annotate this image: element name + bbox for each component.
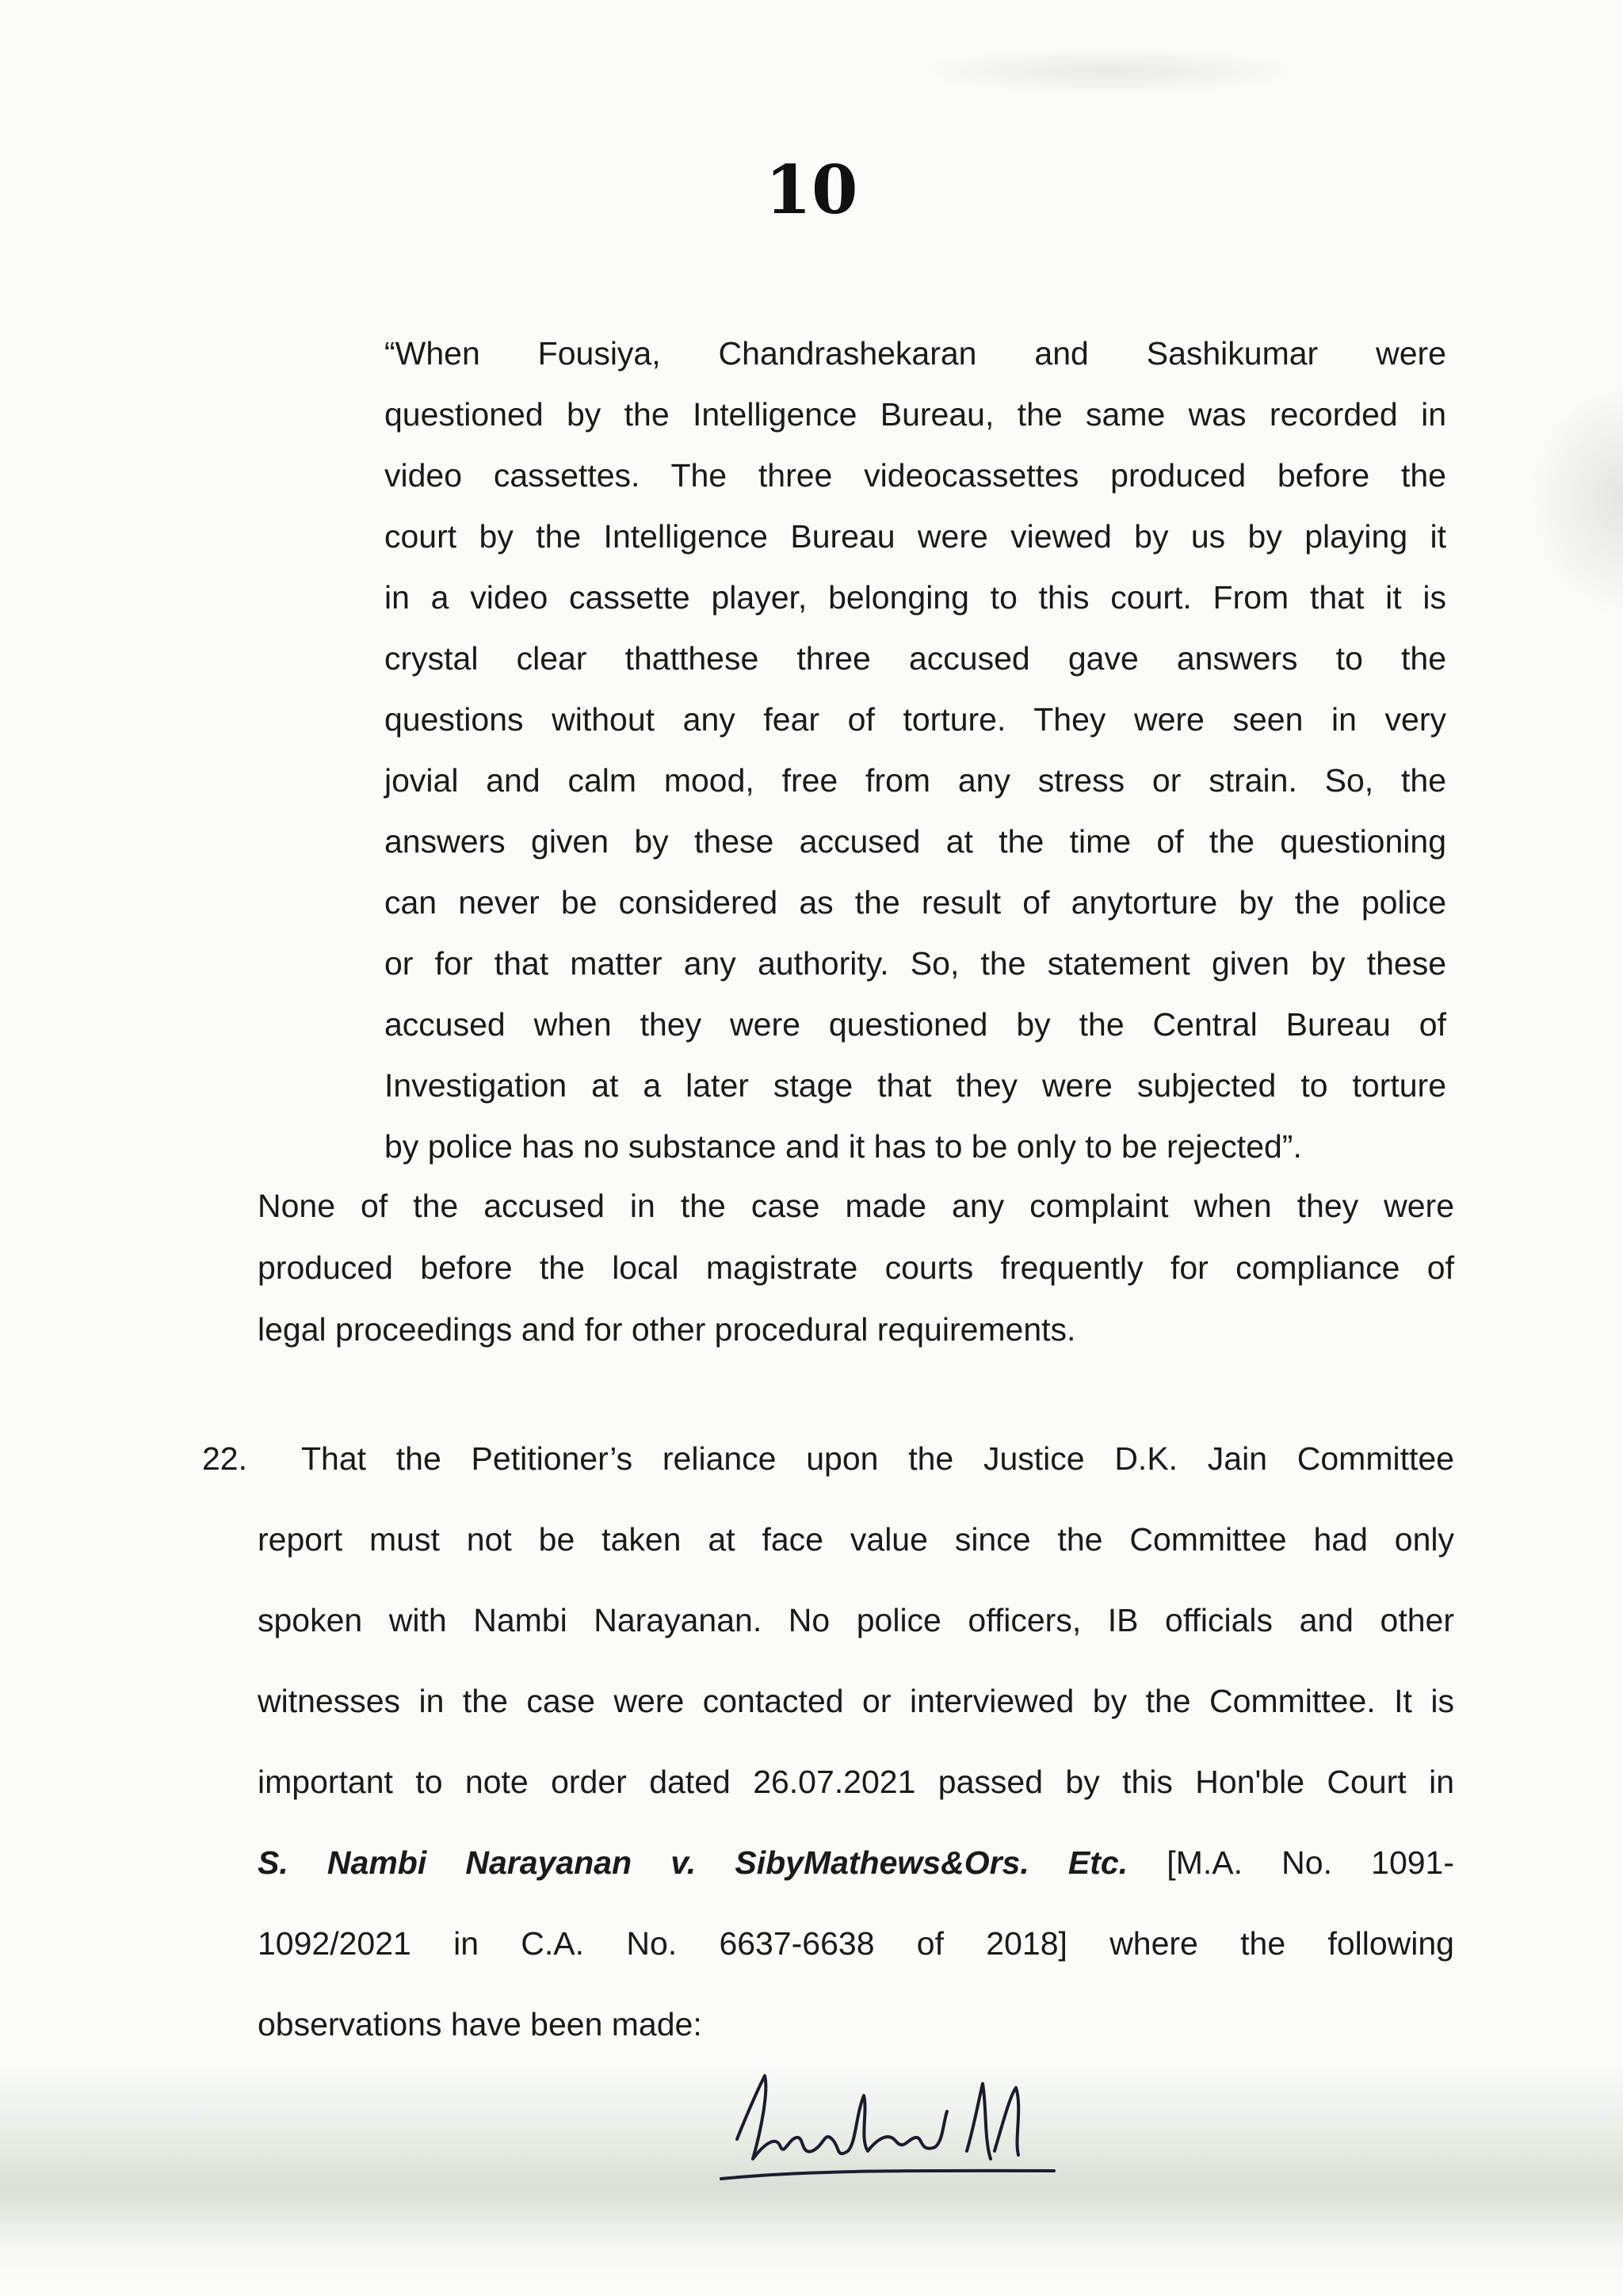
quote-line: can never be considered as the result of anytorture by the police (384, 884, 1446, 921)
quote-line: questions without any fear of torture. They were seen in very (384, 701, 1446, 738)
quote-line: Investigation at a later stage that they were subjected to torture (384, 1067, 1446, 1104)
quote-line: court by the Intelligence Bureau were viewed by us by playing it (384, 518, 1446, 555)
body-line: None of the accused in the case made any complaint when they were (258, 1188, 1454, 1224)
paragraph-22 (202, 1418, 1454, 2065)
quote-line: answers given by these accused at the time of the questioning (384, 823, 1446, 860)
body-line-case-citation (258, 1822, 1454, 1903)
scan-shadow-top (911, 48, 1308, 95)
quote-line: accused when they were questioned by the Central Bureau of (384, 1006, 1446, 1043)
citation-text: [M.A. No. 1091- (1128, 1844, 1455, 1881)
body-line: legal proceedings and for other procedural requirements. (258, 1311, 1076, 1348)
quote-line: in a video cassette player, belonging to this court. From that it is (384, 579, 1446, 616)
quote-line: crystal clear thatthese three accused gave answers to the (384, 640, 1446, 677)
body-line: That the Petitioner’s reliance upon the Justice D.K. Jain Committee (301, 1440, 1454, 1477)
body-line: witnesses in the case were contacted or interviewed by the Committee. It is (258, 1683, 1454, 1719)
quote-line: jovial and calm mood, free from any stress or strain. So, the (384, 762, 1446, 799)
post-quote-paragraph (258, 1175, 1454, 1360)
quote-line: or for that matter any authority. So, the statement given by these (384, 945, 1446, 982)
quote-line: questioned by the Intelligence Bureau, the same was recorded in (384, 396, 1446, 433)
body-line: report must not be taken at face value since the Committee had only (258, 1521, 1454, 1558)
case-name: S. Nambi Narayanan v. SibyMathews&Ors. Etc. (258, 1844, 1128, 1881)
quoted-passage (384, 323, 1446, 1177)
scan-shadow-right (1528, 380, 1623, 618)
signature-icon (705, 2052, 1070, 2210)
body-line: produced before the local magistrate courts frequently for compliance of (258, 1249, 1454, 1286)
body-line: observations have been made: (258, 2006, 702, 2042)
body-line: spoken with Nambi Narayanan. No police officers, IB officials and other (258, 1602, 1454, 1638)
paragraph-number: 22. (202, 1440, 247, 1477)
body-line: 1092/2021 in C.A. No. 6637-6638 of 2018] where the following (258, 1925, 1454, 1962)
quote-line: by police has no substance and it has to be only to be rejected”. (384, 1128, 1302, 1165)
quote-line: “When Fousiya, Chandrashekaran and Sashikumar were (384, 335, 1446, 372)
quote-line: video cassettes. The three videocassettes produced before the (384, 457, 1446, 494)
body-line: important to note order dated 26.07.2021 passed by this Hon'ble Court in (258, 1764, 1454, 1800)
page-number: 10 (765, 151, 858, 229)
